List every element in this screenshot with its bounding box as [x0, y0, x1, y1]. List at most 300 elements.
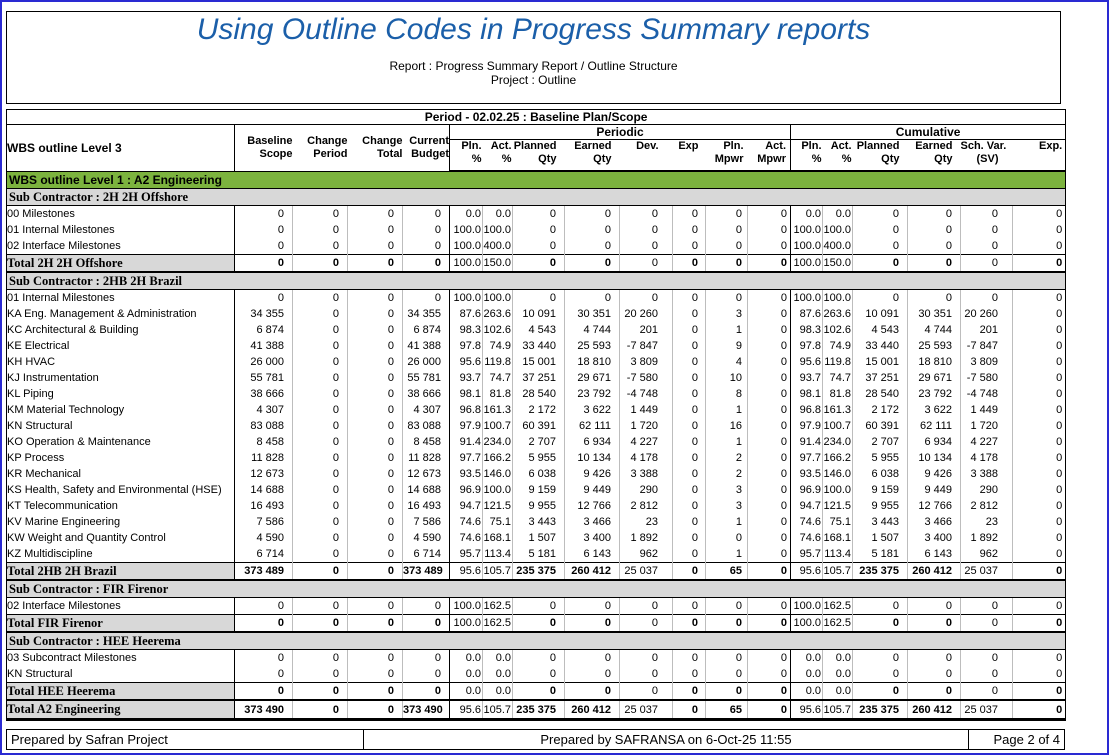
- cell-value: 0: [673, 402, 706, 418]
- cell-value: 87.6: [791, 306, 823, 322]
- cell-value: 0: [348, 650, 403, 667]
- column-header: [1013, 140, 1066, 172]
- cell-value: 0: [565, 650, 620, 667]
- cell-value: 0: [961, 238, 1013, 255]
- cell-value: 0: [1056, 500, 1063, 512]
- cell-value: 4 590: [403, 530, 450, 546]
- cell-value: 74.7: [483, 370, 513, 386]
- cell-value: 0: [961, 222, 1013, 238]
- cell-value: 9: [706, 338, 748, 354]
- cell-value: 18 810: [565, 354, 620, 370]
- cell-value: 168.1: [483, 532, 511, 544]
- cell-value: 0: [293, 306, 348, 322]
- cell-value: 962: [620, 546, 673, 563]
- cell-value: 119.8: [824, 356, 851, 368]
- cell-value: 97.7: [791, 450, 823, 466]
- cell-value: 3 388: [961, 466, 1013, 482]
- column-header-line: (SV): [976, 153, 999, 165]
- cell-value: 0: [235, 290, 293, 307]
- cell-value: 1 892: [620, 530, 673, 546]
- cell-value: 9 449: [565, 482, 620, 498]
- cell-value: 0: [1056, 516, 1063, 528]
- row-label: 01 Internal Milestones: [7, 290, 235, 307]
- cell-value: 0: [748, 338, 791, 354]
- cell-value: 235 375: [513, 700, 565, 720]
- cell-value: 2: [706, 450, 748, 466]
- cell-value: 1: [706, 546, 748, 563]
- cell-value: 95.6: [450, 700, 483, 720]
- cell-value: 4 744: [565, 322, 620, 338]
- periodic-group-header: Periodic: [450, 125, 791, 140]
- column-header: [791, 140, 823, 172]
- cell-value: 105.7: [483, 563, 513, 581]
- cell-value: 0: [748, 598, 791, 615]
- cell-value: 7 586: [403, 514, 450, 530]
- cell-value: 98.1: [450, 386, 483, 402]
- cell-value: 0: [1056, 356, 1063, 368]
- cell-value: 0: [961, 666, 1013, 683]
- cell-value: 3: [706, 498, 748, 514]
- cell-value: 0.0: [823, 666, 853, 683]
- cell-value: 100.0: [791, 238, 823, 255]
- column-header: [620, 140, 673, 172]
- cell-value: 6 714: [403, 546, 450, 563]
- cell-value: 0: [1056, 484, 1063, 496]
- column-header-line: %: [841, 153, 852, 165]
- cell-value: -7 580: [620, 370, 673, 386]
- cell-value: 0: [908, 255, 961, 273]
- cell-value: 0: [706, 530, 748, 546]
- cell-value: 290: [620, 482, 673, 498]
- cell-value: 0: [673, 546, 706, 563]
- cell-value: 0: [348, 402, 403, 418]
- cell-value: -4 748: [620, 386, 673, 402]
- cell-value: 3 443: [853, 514, 908, 530]
- cell-value: 0.0: [450, 666, 483, 683]
- section-header: Sub Contractor : FIR Firenor: [7, 580, 1066, 598]
- cell-value: 10 091: [853, 306, 908, 322]
- column-header-line: Planned: [513, 140, 557, 152]
- cell-value: 0: [961, 598, 1013, 615]
- cell-value: 0: [513, 598, 565, 615]
- cell-value: 14 688: [403, 482, 450, 498]
- cell-value: 0: [673, 700, 706, 720]
- cell-value: 0: [235, 255, 293, 273]
- column-header-line: Act.: [830, 140, 852, 152]
- cell-value: 4 178: [961, 450, 1013, 466]
- cell-value: 0: [348, 238, 403, 255]
- column-header-line: Earned: [574, 140, 612, 152]
- cell-value: 0: [293, 206, 348, 223]
- cell-value: 25 037: [620, 700, 673, 720]
- cell-value: 0: [235, 238, 293, 255]
- cell-value: 100.0: [450, 222, 483, 238]
- cell-value: 0: [235, 666, 293, 683]
- cell-value: 0: [1056, 404, 1063, 416]
- cell-value: 34 355: [235, 306, 293, 322]
- cell-value: 93.7: [450, 370, 483, 386]
- cell-value: 0: [620, 255, 673, 273]
- cell-value: 81.8: [483, 386, 513, 402]
- cell-value: 37 251: [513, 370, 565, 386]
- cell-value: 0: [673, 322, 706, 338]
- cell-value: 166.2: [483, 452, 511, 464]
- cell-value: 0: [706, 290, 748, 307]
- cell-value: 0: [748, 666, 791, 683]
- row-label: 02 Interface Milestones: [7, 238, 235, 255]
- cell-value: 0: [403, 615, 450, 633]
- cell-value: 0: [513, 683, 565, 701]
- cell-value: 41 388: [403, 338, 450, 354]
- column-header: [513, 140, 565, 172]
- cell-value: 3 622: [908, 402, 961, 418]
- column-header: [293, 125, 348, 172]
- cell-value: 373 489: [235, 563, 293, 581]
- cell-value: 0: [348, 306, 403, 322]
- cell-value: 0: [1056, 420, 1063, 432]
- row-label: KH HVAC: [7, 354, 235, 370]
- cell-value: 2 172: [513, 402, 565, 418]
- cell-value: 0: [673, 255, 706, 273]
- cell-value: 97.7: [450, 450, 483, 466]
- cell-value: 95.6: [450, 354, 483, 370]
- cell-value: 0: [853, 290, 908, 307]
- cell-value: 0: [293, 322, 348, 338]
- column-header-line: Current: [409, 134, 449, 147]
- column-header-line: Baseline: [247, 134, 293, 147]
- cell-value: 260 412: [565, 700, 620, 720]
- cell-value: 105.7: [483, 700, 513, 720]
- cell-value: 0: [565, 666, 620, 683]
- cell-value: 0: [513, 238, 565, 255]
- column-header-line: Act.: [765, 140, 786, 152]
- row-label: 01 Internal Milestones: [7, 222, 235, 238]
- cell-value: 26 000: [235, 354, 293, 370]
- cell-value: 0: [961, 615, 1013, 633]
- cell-value: 0: [1056, 208, 1063, 220]
- cell-value: 97.8: [791, 338, 823, 354]
- cell-value: 0: [748, 546, 791, 563]
- cell-value: 0.0: [450, 650, 483, 667]
- cell-value: 0: [748, 434, 791, 450]
- cell-value: 260 412: [565, 563, 620, 581]
- cell-value: 6 038: [513, 466, 565, 482]
- cell-value: 9 955: [513, 498, 565, 514]
- cell-value: 0: [961, 206, 1013, 223]
- cell-value: 1 449: [620, 402, 673, 418]
- cell-value: 1: [706, 402, 748, 418]
- cell-value: 0: [348, 530, 403, 546]
- cell-value: 6 143: [908, 546, 961, 563]
- cell-value: 3 809: [620, 354, 673, 370]
- cell-value: 0: [1056, 548, 1063, 560]
- column-header: [483, 140, 513, 172]
- cell-value: 0: [673, 370, 706, 386]
- total-row-label: Total A2 Engineering: [7, 700, 235, 720]
- cell-value: 0: [348, 386, 403, 402]
- cell-value: 0: [908, 650, 961, 667]
- cell-value: 0: [706, 650, 748, 667]
- cell-value: 9 426: [908, 466, 961, 482]
- cell-value: 0: [853, 238, 908, 255]
- cell-value: 0: [853, 222, 908, 238]
- footer-prepared-by: Prepared by Safran Project: [6, 729, 364, 750]
- cell-value: 0: [348, 514, 403, 530]
- cell-value: 4 227: [961, 434, 1013, 450]
- cell-value: 0: [513, 666, 565, 683]
- cell-value: 0: [1056, 224, 1063, 236]
- cell-value: 100.0: [450, 615, 483, 633]
- cell-value: 113.4: [823, 546, 853, 563]
- cell-value: 93.7: [791, 370, 823, 386]
- cell-value: 1 449: [961, 402, 1013, 418]
- cell-value: -7 847: [961, 338, 1013, 354]
- column-header-line: Act.: [490, 140, 512, 152]
- cell-value: 168.1: [823, 532, 851, 544]
- cell-value: 0.0: [791, 206, 823, 223]
- cell-value: 0: [908, 615, 961, 633]
- cell-value: 4 227: [620, 434, 673, 450]
- cell-value: 102.6: [823, 324, 851, 336]
- cell-value: 161.3: [823, 404, 851, 416]
- cell-value: 62 111: [908, 418, 961, 434]
- cell-value: 0.0: [483, 206, 513, 223]
- cell-value: 0: [748, 370, 791, 386]
- cell-value: 97.9: [450, 418, 483, 434]
- cell-value: 0: [673, 498, 706, 514]
- cell-value: 0: [403, 255, 450, 273]
- cell-value: 95.7: [791, 546, 823, 563]
- cell-value: 150.0: [483, 255, 513, 273]
- cell-value: 15 001: [513, 354, 565, 370]
- cell-value: 28 540: [853, 386, 908, 402]
- cell-value: 235 375: [853, 700, 908, 720]
- column-header-line: Pln.: [801, 140, 822, 152]
- cell-value: 0: [853, 255, 908, 273]
- cell-value: 0: [1013, 615, 1066, 633]
- cell-value: 0: [620, 615, 673, 633]
- cell-value: 100.0: [450, 598, 483, 615]
- cell-value: 0: [348, 206, 403, 223]
- column-header-line: Scope: [259, 147, 293, 160]
- cell-value: 28 540: [513, 386, 565, 402]
- column-header-line: Budget: [411, 147, 449, 160]
- cell-value: 100.0: [450, 255, 483, 273]
- cell-value: 0: [1013, 700, 1066, 720]
- cell-value: 162.5: [483, 615, 513, 633]
- cell-value: 94.7: [450, 498, 483, 514]
- cell-value: 0: [620, 666, 673, 683]
- cell-value: 0: [293, 563, 348, 581]
- column-header: [908, 140, 961, 172]
- cell-value: 0: [748, 683, 791, 701]
- cell-value: 1 720: [961, 418, 1013, 434]
- cell-value: 0: [293, 482, 348, 498]
- cell-value: 0: [348, 546, 403, 563]
- cell-value: 75.1: [483, 514, 513, 530]
- row-label: KO Operation & Maintenance: [7, 434, 235, 450]
- cell-value: 0: [673, 563, 706, 581]
- cell-value: 1: [706, 322, 748, 338]
- cell-value: 0: [1056, 532, 1063, 544]
- cell-value: 0: [293, 683, 348, 701]
- cell-value: 0: [565, 290, 620, 307]
- cell-value: 1: [706, 434, 748, 450]
- cell-value: 41 388: [235, 338, 293, 354]
- cell-value: 98.3: [791, 322, 823, 338]
- cell-value: 3 622: [565, 402, 620, 418]
- cell-value: 87.6: [450, 306, 483, 322]
- cell-value: 0: [403, 206, 450, 223]
- cell-value: 0.0: [450, 206, 483, 223]
- cell-value: 0: [348, 255, 403, 273]
- cell-value: 0: [1056, 240, 1063, 252]
- cell-value: -4 748: [961, 386, 1013, 402]
- cell-value: 260 412: [908, 563, 961, 581]
- cell-value: 0.0: [823, 206, 853, 223]
- column-header-line: %: [471, 153, 482, 165]
- cell-value: 0: [348, 482, 403, 498]
- cell-value: 100.7: [483, 420, 511, 432]
- cell-value: 0: [293, 370, 348, 386]
- cell-value: 162.5: [823, 615, 853, 633]
- progress-summary-table: [6, 109, 1066, 721]
- cell-value: 74.6: [791, 530, 823, 546]
- cell-value: 0: [403, 222, 450, 238]
- cell-value: 0: [673, 306, 706, 322]
- cell-value: 0: [673, 338, 706, 354]
- cell-value: 10 134: [565, 450, 620, 466]
- cell-value: 0: [748, 514, 791, 530]
- cell-value: 0: [348, 418, 403, 434]
- cell-value: 263.6: [483, 308, 511, 320]
- row-label: KL Piping: [7, 386, 235, 402]
- cell-value: 98.3: [450, 322, 483, 338]
- cell-value: 0: [513, 290, 565, 307]
- cell-value: 25 593: [908, 338, 961, 354]
- cell-value: 0: [673, 290, 706, 307]
- cell-value: 26 000: [403, 354, 450, 370]
- cell-value: 100.0: [483, 290, 513, 307]
- cell-value: 113.4: [483, 546, 513, 563]
- cell-value: 0: [673, 615, 706, 633]
- cell-value: 91.4: [450, 434, 483, 450]
- cell-value: 373 490: [235, 700, 293, 720]
- cell-value: 0: [293, 354, 348, 370]
- row-label: KM Material Technology: [7, 402, 235, 418]
- cell-value: 20 260: [961, 306, 1013, 322]
- cell-value: 0: [235, 206, 293, 223]
- row-label: 03 Subcontract Milestones: [7, 650, 235, 667]
- cell-value: 6 714: [235, 546, 293, 563]
- cell-value: 0: [748, 650, 791, 667]
- cell-value: 74.7: [823, 370, 853, 386]
- cell-value: 0: [293, 615, 348, 633]
- cell-value: 38 666: [235, 386, 293, 402]
- cell-value: 0: [748, 563, 791, 581]
- cell-value: 74.6: [450, 530, 483, 546]
- cell-value: 0: [293, 666, 348, 683]
- cell-value: 96.9: [450, 482, 483, 498]
- cell-value: 0: [1013, 255, 1066, 273]
- cell-value: -7 847: [620, 338, 673, 354]
- cell-value: 0: [706, 222, 748, 238]
- cell-value: 100.0: [450, 290, 483, 307]
- cell-value: 30 351: [565, 306, 620, 322]
- cell-value: 0: [673, 206, 706, 223]
- cell-value: 0: [235, 615, 293, 633]
- cell-value: 0: [348, 666, 403, 683]
- row-label: KN Structural: [7, 666, 235, 683]
- cell-value: 34 355: [403, 306, 450, 322]
- cell-value: 0: [293, 498, 348, 514]
- cell-value: 0: [293, 530, 348, 546]
- cell-value: 0: [293, 238, 348, 255]
- cell-value: 0: [348, 563, 403, 581]
- cell-value: 0: [348, 498, 403, 514]
- cell-value: 16: [706, 418, 748, 434]
- cell-value: 0: [748, 306, 791, 322]
- cell-value: 400.0: [483, 238, 513, 255]
- cell-value: 0: [565, 255, 620, 273]
- cell-value: 0: [673, 683, 706, 701]
- cell-value: 0: [293, 450, 348, 466]
- cell-value: 0: [706, 206, 748, 223]
- cell-value: 0: [293, 402, 348, 418]
- cell-value: 0: [1056, 292, 1063, 304]
- column-header: [853, 140, 908, 172]
- cell-value: 100.0: [791, 290, 823, 307]
- cell-value: 0: [403, 290, 450, 307]
- cell-value: 0: [348, 683, 403, 701]
- cell-value: 0: [348, 700, 403, 720]
- cell-value: 25 037: [961, 700, 1013, 720]
- section-header: Sub Contractor : HEE Heerema: [7, 632, 1066, 650]
- cell-value: 100.0: [791, 615, 823, 633]
- cell-value: 201: [961, 322, 1013, 338]
- cell-value: 0: [293, 290, 348, 307]
- cell-value: 0: [748, 466, 791, 482]
- period-header: Period - 02.02.25 : Baseline Plan/Scope: [7, 110, 1066, 125]
- cell-value: 0: [348, 290, 403, 307]
- column-header-line: Sch. Var.: [960, 140, 1007, 152]
- cell-value: 0: [1056, 452, 1063, 464]
- cell-value: 95.7: [450, 546, 483, 563]
- cell-value: 0: [348, 466, 403, 482]
- wbs-level-header: WBS outline Level 3: [7, 125, 235, 172]
- cell-value: 23: [620, 514, 673, 530]
- cell-value: 0: [235, 222, 293, 238]
- cell-value: 25 037: [620, 563, 673, 581]
- cell-value: 12 766: [908, 498, 961, 514]
- cell-value: 0: [908, 238, 961, 255]
- cell-value: 10 091: [513, 306, 565, 322]
- cell-value: 9 426: [565, 466, 620, 482]
- cell-value: 1 892: [961, 530, 1013, 546]
- cell-value: 0: [620, 683, 673, 701]
- cell-value: 0: [293, 598, 348, 615]
- cell-value: 55 781: [403, 370, 450, 386]
- cell-value: 3 809: [961, 354, 1013, 370]
- row-label: KZ Multidiscipline: [7, 546, 235, 563]
- cell-value: 0: [1056, 468, 1063, 480]
- cell-value: 0: [620, 650, 673, 667]
- cell-value: 1 507: [513, 530, 565, 546]
- cell-value: 1 720: [620, 418, 673, 434]
- cell-value: 0: [348, 322, 403, 338]
- cell-value: 0: [235, 598, 293, 615]
- cell-value: 6 874: [403, 322, 450, 338]
